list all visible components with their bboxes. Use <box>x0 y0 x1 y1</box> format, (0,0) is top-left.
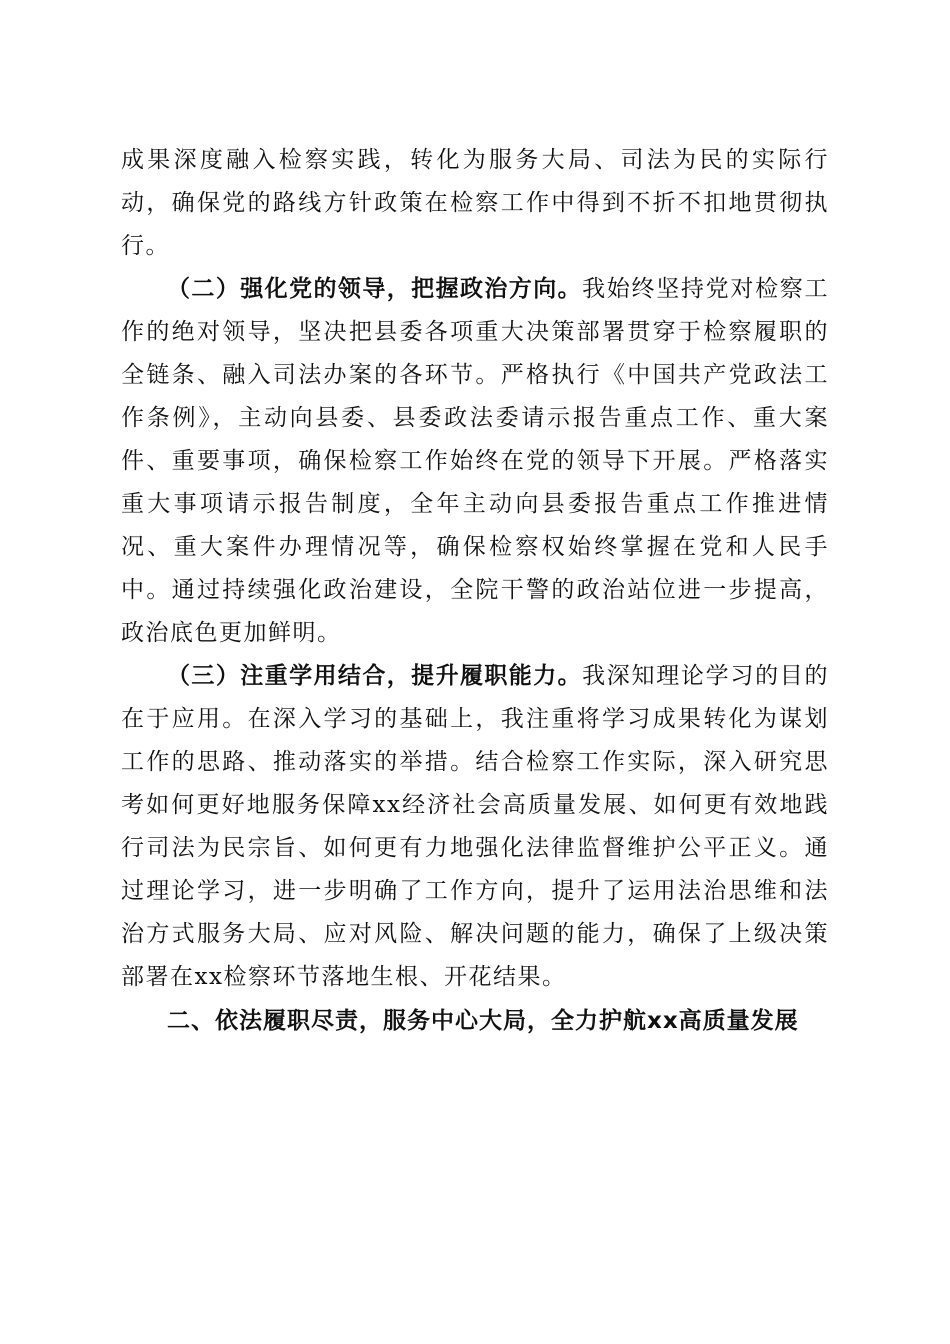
paragraph-study-application <box>121 655 829 999</box>
subheading-party-leadership: （二）强化党的领导，把握政治方向。 <box>167 276 583 302</box>
subheading-study-application: （三）注重学用结合，提升履职能力。 <box>167 663 583 689</box>
paragraph-text: 我始终坚持党对检察工作的绝对领导，坚决把县委各项重大决策部署贯穿于检察履职的全链条、融入司法办案的各环节。严格执行《中国共产党政法工作条例》，主动向县委、县委政法委请示报告重点工作、重大案件、重要事项，确保检察工作始终在党的领导下开展。严格落实重大事项请示报告制度，全年主动向县委报告重点工作推进情况、重大案件办理情况等，确保检察权始终掌握在党和人民手中。通过持续强化政治建设，全院干警的政治站位进一步提高，政治底色更加鲜明。 <box>121 276 829 646</box>
paragraph-text: 我深知理论学习的目的在于应用。在深入学习的基础上，我注重将学习成果转化为谋划工作的思路、推动落实的举措。结合检察工作实际，深入研究思考如何更好地服务保障xx经济社会高质量发展、如何更有效地践行司法为民宗旨、如何更有力地强化法律监督维护公平正义。通过理论学习，进一步明确了工作方向，提升了运用法治思维和法治方式服务大局、应对风险、解决问题的能力，确保了上级决策部署在xx检察环节落地生根、开花结果。 <box>121 663 829 990</box>
paragraph-party-leadership <box>121 268 829 655</box>
paragraph-text: 成果深度融入检察实践，转化为服务大局、司法为民的实际行动，确保党的路线方针政策在检察工作中得到不折不扣地贯彻执行。 <box>121 147 829 259</box>
paragraph-continuation <box>121 139 829 268</box>
section-heading-2: 二、依法履职尽责，服务中心大局，全力护航xx高质量发展 <box>167 1008 799 1034</box>
document-page <box>121 139 829 1044</box>
